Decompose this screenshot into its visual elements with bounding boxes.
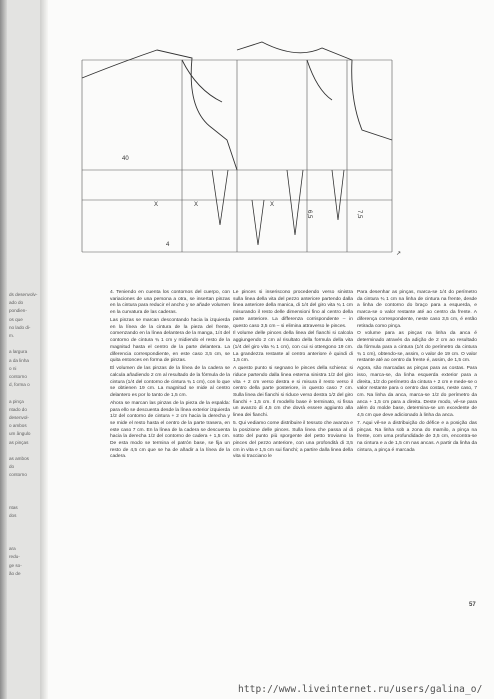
left-page-text-fragment: ge so- [9,562,22,568]
left-page-text-fragment: os que [9,316,23,322]
pattern-label: 4 [166,242,170,248]
left-page-text-fragment: do [9,464,15,470]
paragraph: A questo punto si segnano le pinces della schiena: si riduce partendo dalla linea esterna sinistra 1/2 del giro vita + 2 cm verso destra e si misura il resto verso il centro della parte posteriore, in questo caso 7 cm. Sulla linea dei fianchi si riduce verso destra 1/2 del giro fianchi + 1,5 cm. Il modello base è terminato, si fissa un avanzo di 4,5 cm che dovrà essere aggiunto alla linea dei fianchi. [233,366,353,419]
left-page-text-fragment: o ambos [9,423,27,429]
pattern-label: X [194,202,199,208]
dart-shapes [212,170,344,245]
paragraph: 7. Aqui vê-se a distribuição do défice e a posição das pinças. Na linha sob a zona do mamilo, a pinça na frente, com uma profundidade de 3,5 cm, encontra-se na cintura e a de 1,5 cm nas ancas. A partir da linha da cintura, a pinça é marcada [357,420,477,453]
pattern-label: X [270,202,275,208]
left-page-text-fragment: pondien- [9,308,27,314]
paragraph: Para desenhar as pinças, marca-se 1/4 do perímetro da cintura ¾ 1 cm na linha de cintura na frente, desde a linha de contorno do braço para a esquerda, e marca-se o valor restante até ao centro da frente. A diferença correspondente, neste caso 3,5 cm, é então retirada como pinça. [357,290,477,329]
text-column-italian [233,290,353,462]
paragraph: 4. Teniendo en cuenta los contornos del cuerpo, con variaciones de una persona a otra, se insertan pinzas en la cintura para reducir el ancho y se añade volumen en la curvatura de las caderas. [110,290,230,316]
left-page-edge [7,0,40,699]
book-spine-shadow [0,0,7,699]
left-page-text-fragment: a pinça [9,398,24,404]
left-page-text-fragment: redu- [9,554,20,560]
left-page-text-fragment: contorno [9,374,27,379]
page-number: 57 [469,602,476,608]
paragraph: El volumen de las pinzas de la línea de la cadera se calcula añadiendo 2 cm al resultado de la fórmula de la cintura (1/4 del contorno de cintura ¾ 1 cm), con lo que se obtienen 19 cm. La magnitud se mide al centro delantero es por lo tanto de 1,5 cm. [110,366,230,398]
watermark-url: http://www.liveinternet.ru/users/galina_o/ [238,684,483,695]
paragraph: Il volume delle pinces della linea del fianchi si calcola aggiungendo 2 cm al risultato della formula della vita (1/4 del giro vita ¾ 1 cm), con cui si ottengono 19 cm. La grandezza restante al centro anteriore è quindi di 1,5 cm. [233,331,353,364]
left-page-text-fragment: o ni [9,365,17,371]
left-page-text-fragment: ara [9,546,16,552]
left-page-text-fragment: ntado do [9,406,27,412]
left-page-text-fragment: contorno [9,472,27,478]
paragraph: Las pinzas se marcan descontando hacia la izquierda en la línea de la cintura de la pieza del frente, comenzando en la línea delantera de la manga, 1/4 del contorno de cintura ¾ 1 cm y midiendo el resto de la magnitud hasta el centro de la parte delantera. La diferencia correspondiente, en este caso 3,5 cm, se quita entonces en forma de pinzas. [110,318,230,364]
corner-arrow-icon: ↗ [396,251,402,257]
left-page-text-fragment: m. [9,333,15,338]
left-page-text-fragment: d, forma o [9,382,30,388]
paragraph: 5. Qui vediamo come distribuire il tessuto che avanza e la posizione delle pinces. Sulla linea che passa al di sotto del punto più sporgente del petto troviamo la pinces del pezzo anteriore, con una profondità di 3,5 cm in vita e 1,5 cm sui fianchi; a partire dalla linea della vita si tracciano le [233,420,353,460]
paragraph: O volume para as pinças na linha da anca é determinado através da adição de 2 cm ao resultado da fórmula para a cintura (1/4 do perímetro da cintura ¾ 1 cm), obtendo-se, assim, o valor de 19 cm. O valor restante até ao centro da frente é, assim, de 1,5 cm. [357,331,477,364]
left-page-text-fragment: dos [9,513,17,519]
left-page-text-fragment: ão de [9,570,21,576]
left-page-text-fragment: as ambos [9,456,29,461]
left-page-text-fragment: ntas [9,505,18,511]
pattern-diagram [62,20,412,270]
paragraph: Ahora se marcan las pinzas de la pieza de la espalda: para ello se descuenta desde la línea exterior izquierda 1/2 del contorno de cintura + 2 cm hacia la derecha y se mide el resto hasta el centro de la parte trasera, en este caso 7 cm. En la línea de la cadera se descuenta hacia la derecha 1/2 del contorno de cadera + 1,5 cm. De esta modo se termina el patrón base, se fija un resto de 4,5 cm que se ha de añadir a la línea de la cadera. [110,400,230,460]
text-column-spanish [110,290,230,462]
pattern-label: 6,5 [306,210,312,219]
pattern-label: X [154,202,159,208]
left-page-text-fragment: ado do [9,300,24,306]
page-gutter [40,0,48,699]
left-page-text-fragment: no lado di- [9,324,31,330]
left-page-text-fragment: ds desenvolv- [9,292,38,297]
text-column-portuguese [357,290,477,456]
left-page-text-fragment: as pinças [9,439,29,445]
pattern-label: 7,5 [356,210,362,219]
left-page-text-fragment: a largura [9,349,28,355]
paragraph: Le pinces si inseriscono procedendo verso sinistra sulla linea della vita del pezzo anteriore partendo dalla linea anteriore della manica, di 1/4 del giro vita ¾ 1 cm misurando il resto delle dimensioni fino al centro della parte anteriore. La differenza corrispondente – in questo caso 3,5 cm – si elimina attraverso le pinces. [233,290,353,329]
left-page-text-fragment: desenvol- [9,415,29,420]
pattern-label: 40 [122,156,129,162]
left-page-text-fragment: um ângulo [9,431,31,437]
left-page-text-fragment: a da linha [9,357,29,363]
paragraph: Agora, são marcadas as pinças para as costas. Para isso, marca-se, da linha esquerda exterior para a direita, 1/2 do perímetro da cintura + 2 cm e mede-se o valor restante para o centro das costas, neste caso, 7 cm. Na linha da anca, marca-se 1/2 do perímetro da anca + 1,5 cm para a direita. Deste modo, vê-se para além do molde base, determina-se um excedente de 4,5 cm que deve adicionado à linha da anca. [357,366,477,419]
